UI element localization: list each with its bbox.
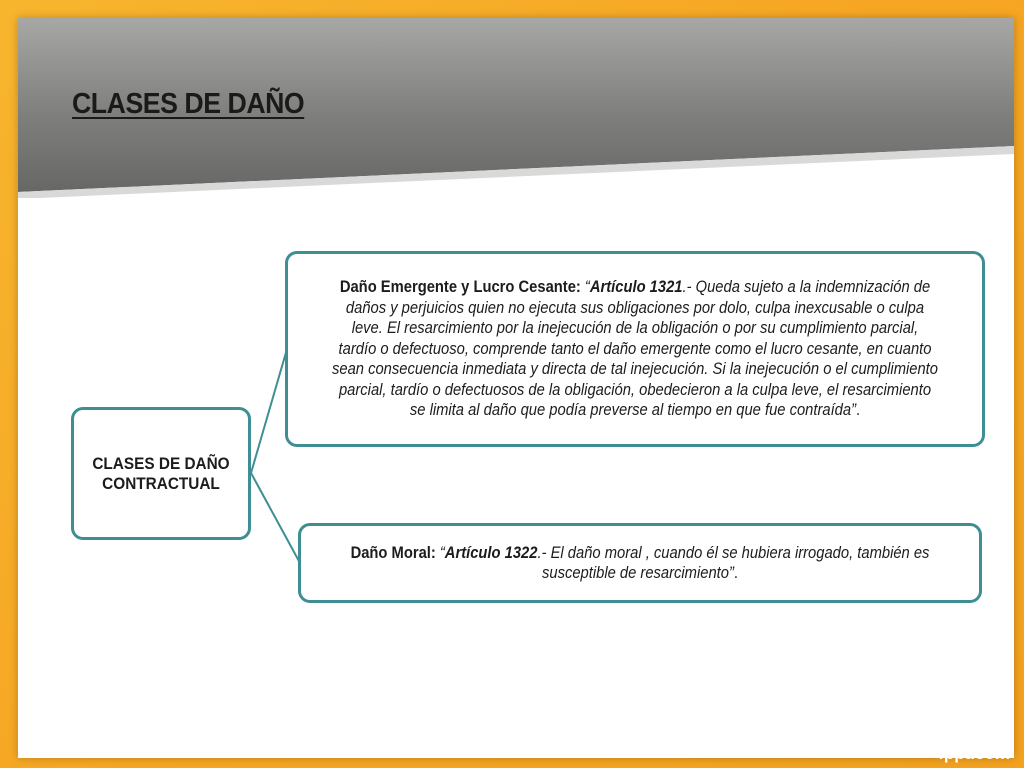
footer-logo: fppt.com <box>938 744 1010 763</box>
branch-a-heading: Daño Emergente y Lucro Cesante: <box>339 278 581 297</box>
connector-to-branch-b <box>251 473 300 563</box>
root-node-label: CLASES DE DAÑO CONTRACTUAL <box>92 454 230 493</box>
branch-b-closing: . <box>733 564 738 582</box>
branch-a-body: .- Queda sujeto a la indemnización de daños y perjuicios quien no ejecuta sus obligaciones por dolo, culpa inexcusable o culpa leve. El resarcimiento por la inejecución de la obligación o por su cumplimiento parcial, tardío o defectuoso, comprende tanto el daño emergente como el lucro cesante, en cuanto sean consecuencia inmediata y directa de tal inejecución. Si la inejecución o el cumplimiento parcial, tardío o defectuosos de la obligación, obedecieron a la culpa leve, el resarcimiento se limita al daño que podía preverse al tiempo en que fue contraída” <box>331 278 938 420</box>
connector-to-branch-a <box>251 349 287 473</box>
branch-a-closing: . <box>856 401 861 420</box>
branch-b-text <box>344 543 936 584</box>
branch-a-quote-open: “ <box>580 278 590 297</box>
branch-b-heading: Daño Moral: <box>350 543 436 562</box>
branch-b-body: .- El daño moral , cuando él se hubiera irrogado, también es susceptible de resarcimiento” <box>537 543 930 582</box>
branch-node-dano-emergente <box>285 251 985 447</box>
branch-a-article: Artículo 1321 <box>589 278 683 297</box>
slide-title: CLASES DE DAÑO <box>72 88 305 120</box>
branch-node-dano-moral <box>298 523 982 603</box>
branch-a-text <box>332 277 939 421</box>
branch-b-quote-open: “ <box>435 543 445 562</box>
branch-b-article: Artículo 1322 <box>444 543 538 562</box>
diagram-root-node <box>71 407 251 540</box>
